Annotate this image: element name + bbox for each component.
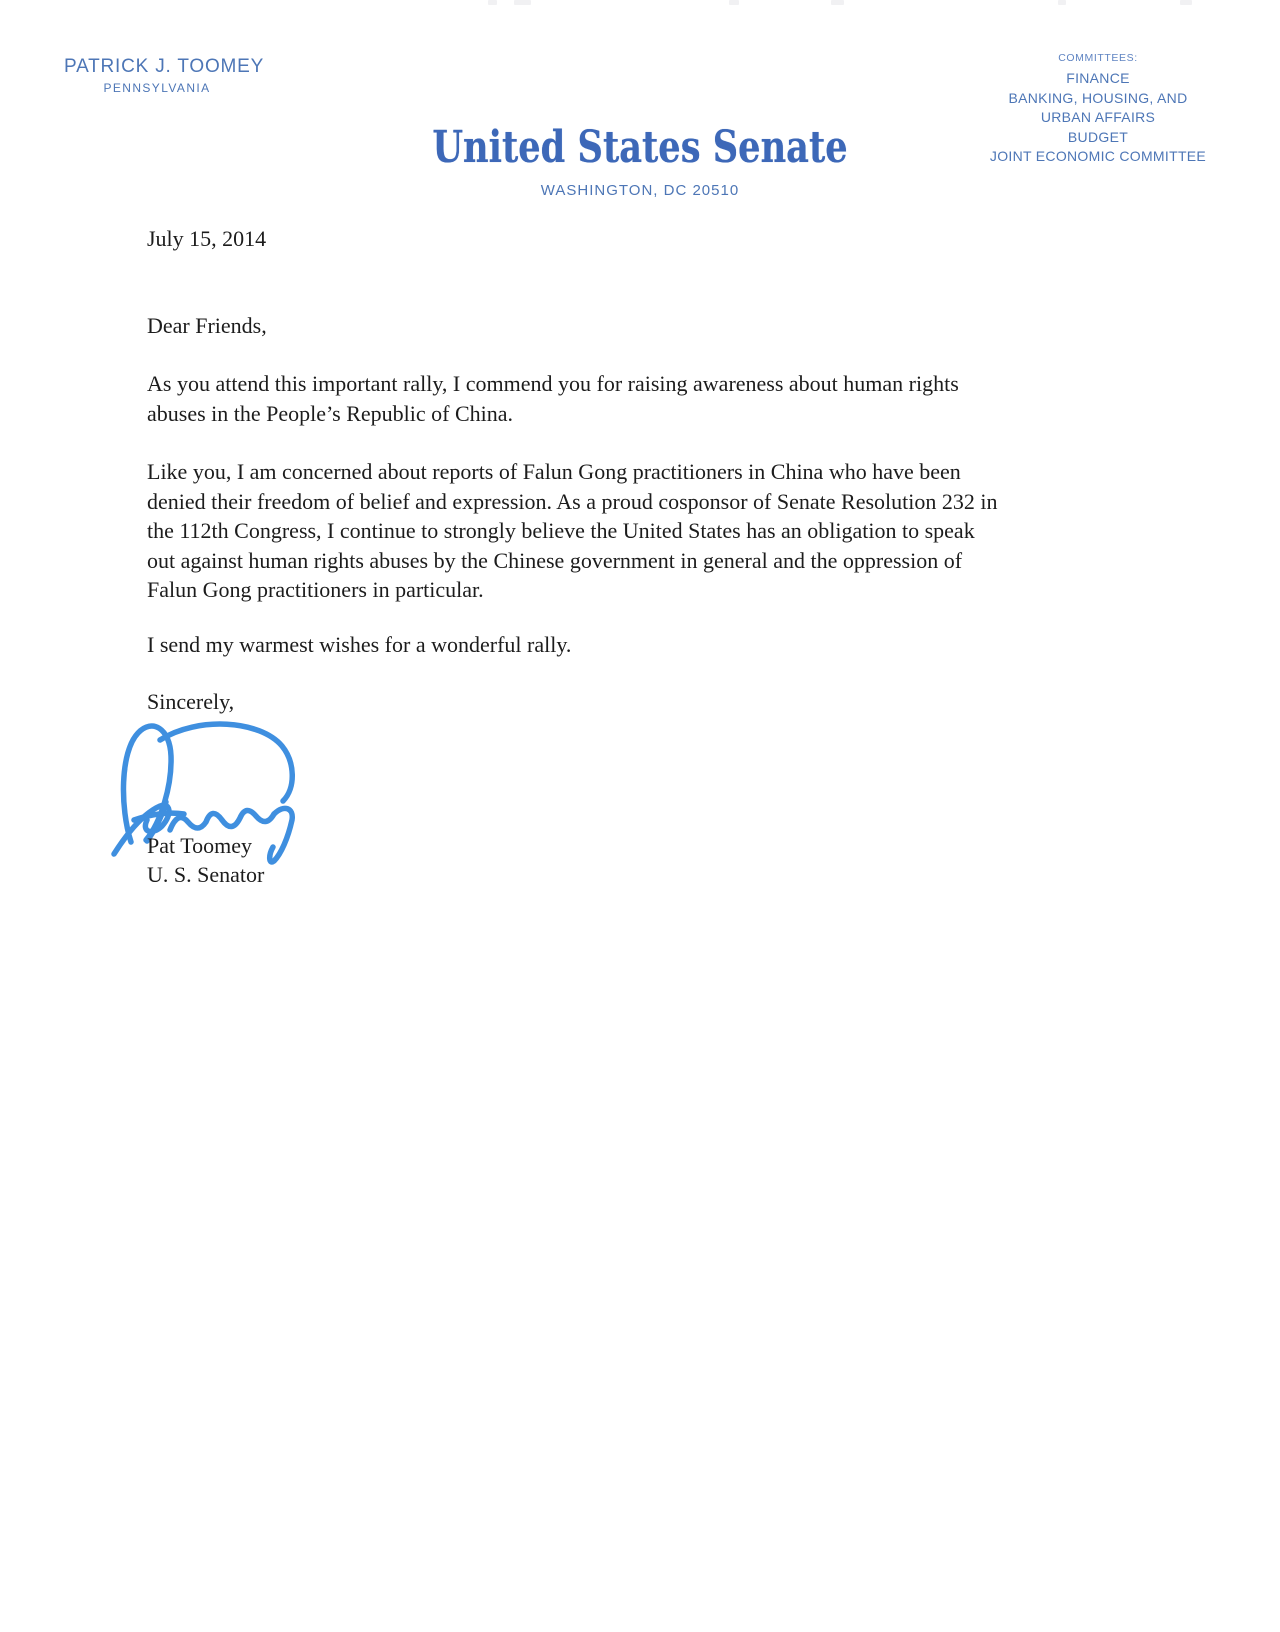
body-line: Like you, I am concerned about reports of Falun Gong practitioners in China who have been [147,459,961,484]
sender-block [64,56,265,95]
scan-artifact [831,0,844,5]
senate-masthead: United States Senate [432,122,848,173]
paragraph-3 [147,630,571,660]
scan-artifact [1180,0,1192,5]
scan-artifact [1058,0,1066,5]
committee-line: BUDGET [1067,128,1129,145]
paragraph-1 [147,369,959,428]
scan-artifact [514,0,531,5]
signer-title: U. S. Senator [147,862,265,887]
body-line: As you attend this important rally, I commend you for raising awareness about human rights [147,371,959,396]
signer-name: Pat Toomey [147,833,252,858]
committee-line: JOINT ECONOMIC COMMITTEE [989,148,1207,164]
body-line: denied their freedom of belief and expression. As a proud cosponsor of Senate Resolution 232 in [147,488,998,514]
letter-date: July 15, 2014 [147,226,267,251]
committees-heading: COMMITTEES: [1058,52,1138,64]
scan-artifact [729,0,739,5]
closing: Sincerely, [147,689,235,714]
scan-artifact [488,0,497,5]
committee-line: FINANCE [1066,70,1130,86]
body-line: abuses in the People’s Republic of China. [147,400,513,426]
body-line: I send my warmest wishes for a wonderful rally. [147,632,572,657]
sender-state: PENNSYLVANIA [103,81,211,95]
committee-line: URBAN AFFAIRS [1040,109,1156,125]
paragraph-2 [147,457,997,605]
body-line: the 112th Congress, I continue to strongly believe the United States has an obligation to speak [147,518,975,543]
senate-address: WASHINGTON, DC 20510 [540,182,740,199]
body-line: out against human rights abuses by the Chinese government in general and the oppression of [147,547,963,573]
salutation: Dear Friends, [147,313,267,338]
committee-line: BANKING, HOUSING, AND [1008,89,1188,106]
sender-name: PATRICK J. TOOMEY [64,56,265,77]
body-line: Falun Gong practitioners in particular. [147,577,484,602]
